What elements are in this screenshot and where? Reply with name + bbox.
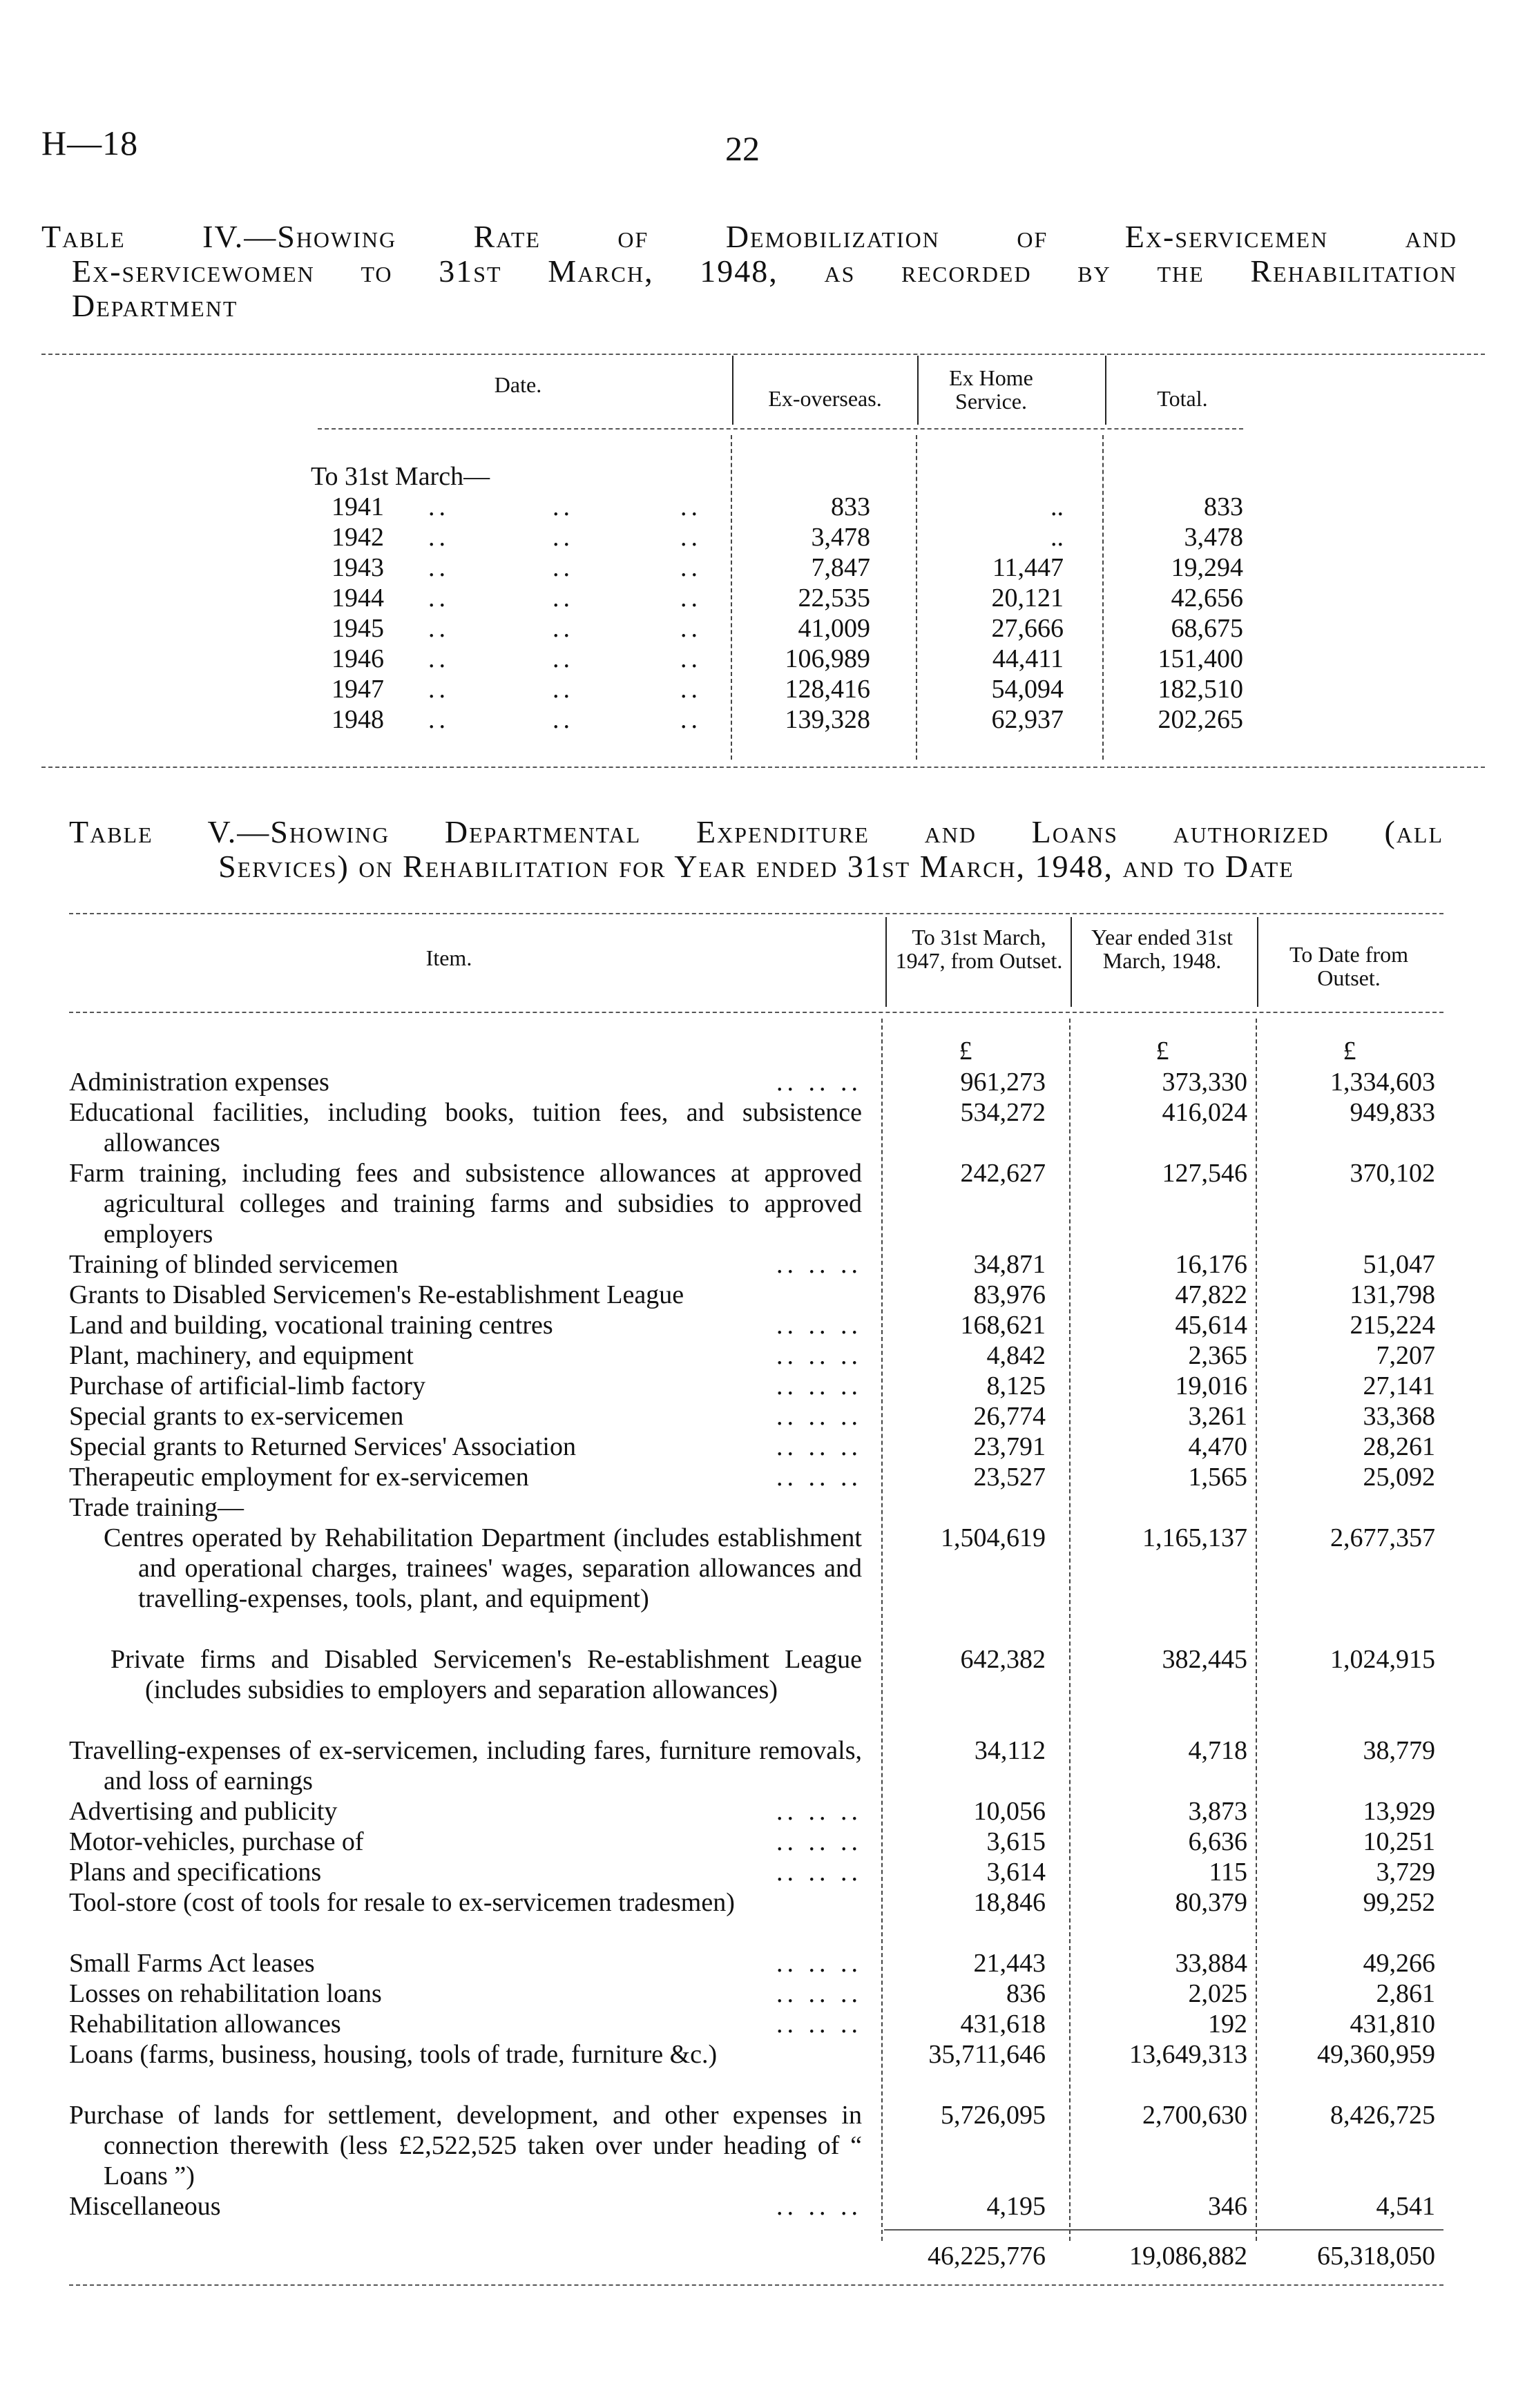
row-item — [69, 1371, 862, 1401]
row-to-date: 131,798 — [1350, 1280, 1435, 1309]
row-to-1947: 4,842 — [986, 1341, 1046, 1370]
row-item-label: Training of blinded servicemen — [69, 1250, 399, 1279]
row-total: 3,478 — [1184, 523, 1243, 552]
row-year: 1945 — [332, 614, 384, 643]
row-year: 1943 — [332, 553, 384, 582]
row-item-label: Advertising and publicity — [69, 1797, 338, 1826]
row-to-date: 2,861 — [1376, 1979, 1435, 2008]
row-to-date: 215,224 — [1350, 1311, 1435, 1340]
leader-dots: .. — [428, 523, 450, 552]
row-to-1947: 35,711,646 — [928, 2040, 1046, 2069]
row-year-1948: 192 — [1208, 2010, 1247, 2039]
row-year-1948: 47,822 — [1175, 1280, 1247, 1309]
row-year: 1947 — [332, 675, 384, 704]
leader-dots: .. .. .. — [772, 1978, 862, 2009]
row-to-1947: 836 — [1006, 1979, 1046, 2008]
leader-dots: .. — [428, 705, 450, 734]
row-year: 1946 — [332, 644, 384, 673]
row-total: 202,265 — [1158, 705, 1243, 734]
row-to-1947: 23,527 — [973, 1463, 1046, 1492]
leader-dots: .. — [553, 705, 574, 734]
row-year: 1944 — [332, 584, 384, 613]
row-item-label: Travelling-expenses of ex-servicemen, including fares, furniture removals, and loss of earnings — [69, 1736, 862, 1795]
row-year-1948: 127,546 — [1162, 1159, 1247, 1188]
leader-dots: .. .. .. — [772, 1948, 862, 1978]
row-ex-home: .. — [1050, 492, 1064, 521]
row-item — [69, 1523, 862, 1614]
row-year-1948: 3,261 — [1188, 1402, 1247, 1431]
row-to-date: 28,261 — [1363, 1432, 1435, 1461]
row-item — [69, 1857, 862, 1887]
row-to-date: 33,368 — [1363, 1402, 1435, 1431]
row-to-1947: 1,504,619 — [941, 1523, 1046, 1552]
row-item-label: Loans (farms, business, housing, tools of trade, furniture &c.) — [69, 2040, 718, 2069]
leader-dots: .. .. .. — [772, 1796, 862, 1827]
row-item — [69, 1462, 862, 1492]
row-year-1948: 4,470 — [1188, 1432, 1247, 1461]
leader-dots: .. — [428, 553, 450, 582]
row-to-date: 99,252 — [1363, 1888, 1435, 1917]
leader-dots: .. — [428, 492, 450, 521]
row-item — [69, 1887, 862, 1918]
row-year: 1941 — [332, 492, 384, 521]
row-year-1948: 1,565 — [1188, 1463, 1247, 1492]
row-to-date: 8,426,725 — [1330, 2101, 1435, 2130]
table4-col-divider — [917, 356, 919, 425]
leader-dots: .. .. .. — [772, 1857, 862, 1887]
row-item-label: Miscellaneous — [69, 2192, 221, 2221]
table4-header-rule — [318, 428, 1243, 430]
row-to-1947: 431,618 — [960, 2010, 1046, 2039]
row-item — [69, 1310, 862, 1340]
leader-dots: .. .. .. — [772, 1067, 862, 1097]
leader-dots: .. .. .. — [772, 1310, 862, 1340]
row-year-1948: 1,165,137 — [1142, 1523, 1247, 1552]
table4-bottom-rule — [41, 767, 1485, 768]
total-to-date: 65,318,050 — [1317, 2242, 1435, 2271]
leader-dots: .. — [553, 492, 574, 521]
table5-top-rule — [69, 913, 1443, 914]
row-total: 42,656 — [1171, 584, 1243, 613]
row-year-1948: 115 — [1209, 1858, 1247, 1887]
leader-dots: .. .. .. — [772, 1462, 862, 1492]
row-to-1947: 34,871 — [973, 1250, 1046, 1279]
row-item — [69, 2100, 862, 2191]
leader-dots: .. .. .. — [772, 1401, 862, 1432]
row-ex-overseas: 7,847 — [811, 553, 870, 582]
table4-header-ex-home: Ex Home Service. — [949, 365, 1033, 414]
row-to-1947: 534,272 — [960, 1098, 1046, 1127]
row-item-label: Purchase of lands for settlement, development, and other expenses in connection therewith (less £2,522,525 taken over under heading of “ Loans ”) — [69, 2101, 862, 2190]
leader-dots: .. .. .. — [772, 1432, 862, 1462]
table4-header-date: Date. — [494, 372, 542, 397]
row-item-label: Administration expenses — [69, 1068, 329, 1097]
row-year-1948: 2,700,630 — [1142, 2101, 1247, 2130]
leader-dots: .. — [428, 614, 450, 643]
leader-dots: .. — [680, 705, 702, 734]
row-year-1948: 33,884 — [1175, 1949, 1247, 1978]
row-item-label: Tool-store (cost of tools for resale to ex-servicemen tradesmen) — [69, 1888, 735, 1917]
row-to-1947: 961,273 — [960, 1068, 1046, 1097]
row-to-date: 7,207 — [1376, 1341, 1435, 1370]
row-ex-home: 62,937 — [991, 705, 1064, 734]
table5-total-rule — [884, 2229, 1443, 2231]
leader-dots: .. .. .. — [772, 1340, 862, 1371]
row-to-date: 51,047 — [1363, 1250, 1435, 1279]
table5-title-line: Services) on Rehabilitation for Year ended 31st March, 1948, and to Date — [218, 849, 1294, 884]
page-number: 22 — [725, 129, 760, 168]
table5-title-line: Table V.—Showing Departmental Expenditure and Loans authorized (all — [69, 814, 1443, 849]
row-to-date: 4,541 — [1376, 2192, 1435, 2221]
table5-title — [69, 815, 1443, 884]
row-item-label: Rehabilitation allowances — [69, 2010, 341, 2039]
row-to-1947: 4,195 — [986, 2192, 1046, 2221]
row-year-1948: 19,016 — [1175, 1371, 1247, 1400]
row-ex-home: 54,094 — [991, 675, 1064, 704]
leader-dots: .. — [680, 492, 702, 521]
row-item — [69, 1492, 862, 1523]
leader-dots: .. — [553, 584, 574, 613]
leader-dots: .. .. .. — [772, 1249, 862, 1280]
row-item — [69, 1432, 862, 1462]
row-year: 1948 — [332, 705, 384, 734]
row-to-date: 27,141 — [1363, 1371, 1435, 1400]
row-to-date: 431,810 — [1350, 2010, 1435, 2039]
table4-col-divider — [1102, 435, 1104, 760]
row-item — [69, 1978, 862, 2009]
row-to-1947: 3,614 — [986, 1858, 1046, 1887]
row-year: 1942 — [332, 523, 384, 552]
row-total: 68,675 — [1171, 614, 1243, 643]
row-to-date: 49,360,959 — [1317, 2040, 1435, 2069]
row-total: 182,510 — [1158, 675, 1243, 704]
leader-dots: .. — [553, 644, 574, 673]
leader-dots: .. .. .. — [772, 1371, 862, 1401]
leader-dots: .. — [680, 675, 702, 704]
row-to-date: 2,677,357 — [1330, 1523, 1435, 1552]
table4-title-line: Department — [72, 288, 238, 323]
row-item-label: Plant, machinery, and equipment — [69, 1341, 414, 1370]
row-item — [69, 1158, 862, 1249]
table4-group-label: To 31st March— — [311, 462, 490, 491]
row-item — [69, 1948, 862, 1978]
row-item-label: Centres operated by Rehabilitation Department (includes establishment and operational charges, trainees' wages, separation allowances and travelling-expenses, tools, plant, and equipment) — [104, 1523, 862, 1613]
leader-dots: .. — [680, 523, 702, 552]
leader-dots: .. — [680, 584, 702, 613]
row-item — [69, 1097, 862, 1158]
table5-bottom-rule — [69, 2284, 1443, 2286]
row-year-1948: 2,365 — [1188, 1341, 1247, 1370]
row-ex-overseas: 128,416 — [785, 675, 870, 704]
total-to-1947: 46,225,776 — [928, 2242, 1046, 2271]
row-to-date: 49,266 — [1363, 1949, 1435, 1978]
row-to-1947: 3,615 — [986, 1827, 1046, 1856]
row-year-1948: 346 — [1208, 2192, 1247, 2221]
leader-dots: .. .. .. — [772, 2009, 862, 2039]
total-year-1948: 19,086,882 — [1129, 2242, 1247, 2271]
row-item-label: Small Farms Act leases — [69, 1949, 315, 1978]
row-to-date: 949,833 — [1350, 1098, 1435, 1127]
leader-dots: .. — [428, 675, 450, 704]
row-item — [69, 2039, 862, 2070]
row-to-1947: 34,112 — [974, 1736, 1046, 1765]
row-item-label: Special grants to Returned Services' Association — [69, 1432, 576, 1461]
row-item — [69, 1644, 862, 1705]
row-to-1947: 23,791 — [973, 1432, 1046, 1461]
row-to-1947: 8,125 — [986, 1371, 1046, 1400]
row-to-date: 1,334,603 — [1330, 1068, 1435, 1097]
table5-header-item: Item. — [425, 945, 472, 970]
leader-dots: .. .. .. — [772, 2191, 862, 2222]
row-item-label: Land and building, vocational training centres — [69, 1311, 553, 1340]
table4-title — [41, 220, 1457, 323]
row-year-1948: 373,330 — [1162, 1068, 1247, 1097]
row-item-label: Purchase of artificial-limb factory — [69, 1371, 425, 1400]
row-to-1947: 642,382 — [960, 1645, 1046, 1674]
row-year-1948: 6,636 — [1188, 1827, 1247, 1856]
row-year-1948: 2,025 — [1188, 1979, 1247, 2008]
table4-header-ex-overseas: Ex-overseas. — [768, 386, 882, 411]
row-ex-home: 20,121 — [991, 584, 1064, 613]
row-item-label: Plans and specifications — [69, 1858, 322, 1887]
table4-title-line: Ex-servicewomen to 31st March, 1948, as recorded by the Rehabilitation — [72, 253, 1457, 289]
leader-dots: .. — [553, 675, 574, 704]
table5-col-divider — [885, 917, 887, 1007]
row-item-label: Motor-vehicles, purchase of — [69, 1827, 364, 1856]
leader-dots: .. — [553, 614, 574, 643]
row-item-label: Special grants to ex-servicemen — [69, 1402, 404, 1431]
page-code: H—18 — [41, 124, 139, 162]
table5-header-rule — [69, 1012, 1443, 1013]
row-total: 833 — [1204, 492, 1243, 521]
table5-header-to-date: To Date from Outset. — [1289, 942, 1408, 990]
row-year-1948: 16,176 — [1175, 1250, 1247, 1279]
row-to-1947: 83,976 — [973, 1280, 1046, 1309]
row-to-1947: 242,627 — [960, 1159, 1046, 1188]
row-ex-overseas: 139,328 — [785, 705, 870, 734]
row-ex-overseas: 22,535 — [798, 584, 870, 613]
row-to-date: 10,251 — [1363, 1827, 1435, 1856]
leader-dots: .. — [428, 584, 450, 613]
row-year-1948: 45,614 — [1175, 1311, 1247, 1340]
row-ex-overseas: 3,478 — [811, 523, 870, 552]
table5-header-year-1948: Year ended 31st March, 1948. — [1091, 925, 1233, 973]
row-item — [69, 2191, 862, 2222]
row-item-label: Educational facilities, including books, tuition fees, and subsistence allowances — [69, 1098, 862, 1157]
row-total: 151,400 — [1158, 644, 1243, 673]
row-item — [69, 1249, 862, 1280]
row-item — [69, 1827, 862, 1857]
table4-header-total: Total. — [1157, 386, 1208, 411]
row-ex-home: .. — [1050, 523, 1064, 552]
row-to-date: 25,092 — [1363, 1463, 1435, 1492]
row-year-1948: 3,873 — [1188, 1797, 1247, 1826]
row-to-date: 1,024,915 — [1330, 1645, 1435, 1674]
row-ex-home: 27,666 — [991, 614, 1064, 643]
row-ex-overseas: 41,009 — [798, 614, 870, 643]
table4-top-rule — [41, 354, 1485, 355]
leader-dots: .. — [428, 644, 450, 673]
row-year-1948: 13,649,313 — [1129, 2040, 1247, 2069]
row-total: 19,294 — [1171, 553, 1243, 582]
leader-dots: .. — [553, 553, 574, 582]
table4-title-line: Table IV.—Showing Rate of Demobilization of Ex-servicemen and — [41, 219, 1457, 254]
leader-dots: .. — [553, 523, 574, 552]
row-item-label: Grants to Disabled Servicemen's Re-establishment League — [69, 1280, 684, 1309]
row-to-1947: 18,846 — [973, 1888, 1046, 1917]
row-item — [69, 1796, 862, 1827]
row-to-date: 370,102 — [1350, 1159, 1435, 1188]
row-item — [69, 1280, 862, 1310]
row-item — [69, 2009, 862, 2039]
row-item-label: Trade training— — [69, 1493, 244, 1522]
leader-dots: .. — [680, 553, 702, 582]
row-to-1947: 168,621 — [960, 1311, 1046, 1340]
row-to-1947: 21,443 — [973, 1949, 1046, 1978]
row-item-label: Farm training, including fees and subsistence allowances at approved agricultural colleges and training farms and subsidies to approved employers — [69, 1159, 862, 1249]
currency-symbol: £ — [959, 1037, 972, 1066]
row-year-1948: 382,445 — [1162, 1645, 1247, 1674]
row-year-1948: 80,379 — [1175, 1888, 1247, 1917]
row-to-date: 13,929 — [1363, 1797, 1435, 1826]
table5-col-divider — [1257, 917, 1258, 1007]
row-item — [69, 1401, 862, 1432]
table5-col-divider — [1256, 1019, 1257, 2241]
row-to-date: 3,729 — [1376, 1858, 1435, 1887]
table5-col-divider — [1069, 1019, 1071, 2241]
row-ex-home: 11,447 — [992, 553, 1064, 582]
row-item — [69, 1735, 862, 1796]
row-year-1948: 4,718 — [1188, 1736, 1247, 1765]
leader-dots: .. .. .. — [772, 1827, 862, 1857]
row-year-1948: 416,024 — [1162, 1098, 1247, 1127]
table5-header-to-1947: To 31st March, 1947, from Outset. — [895, 925, 1063, 973]
table5-col-divider — [881, 1019, 883, 2241]
row-item-label: Losses on rehabilitation loans — [69, 1979, 382, 2008]
row-item-label: Private firms and Disabled Servicemen's Re-establishment League (includes subsidies to employers and separation allowances) — [111, 1645, 862, 1704]
table4-col-divider — [916, 435, 917, 760]
row-item-label: Therapeutic employment for ex-servicemen — [69, 1463, 529, 1492]
leader-dots: .. — [680, 644, 702, 673]
row-ex-overseas: 106,989 — [785, 644, 870, 673]
row-to-1947: 26,774 — [973, 1402, 1046, 1431]
row-to-1947: 5,726,095 — [941, 2101, 1046, 2130]
leader-dots: .. — [680, 614, 702, 643]
row-to-1947: 10,056 — [973, 1797, 1046, 1826]
row-ex-overseas: 833 — [831, 492, 870, 521]
row-to-date: 38,779 — [1363, 1736, 1435, 1765]
row-ex-home: 44,411 — [992, 644, 1064, 673]
currency-symbol: £ — [1343, 1037, 1356, 1066]
currency-symbol: £ — [1155, 1037, 1169, 1066]
row-item — [69, 1067, 862, 1097]
row-item — [69, 1340, 862, 1371]
table5-col-divider — [1071, 917, 1072, 1007]
